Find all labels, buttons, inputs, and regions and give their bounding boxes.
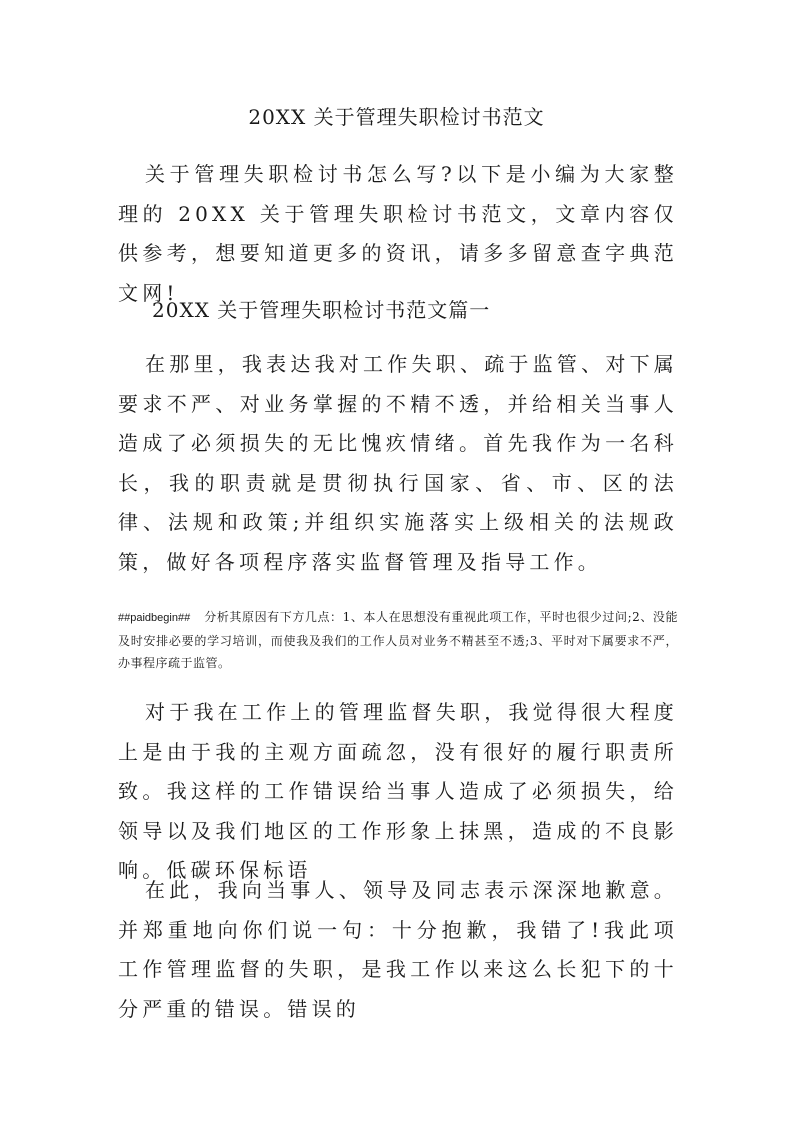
paid-marker: ##paidbegin## <box>118 612 191 624</box>
section-heading: 20XX 关于管理失职检讨书范文篇一 <box>152 298 491 322</box>
intro-paragraph: 关于管理失职检讨书怎么写?以下是小编为大家整理的 20XX 关于管理失职检讨书范文，文章内容仅供参考，想要知道更多的资讯，请多多留意查字典范文网! <box>118 162 678 305</box>
document-title: 20XX 关于管理失职检讨书范文 <box>248 105 545 129</box>
analysis-paragraph <box>118 606 678 675</box>
body-paragraph-1: 在那里，我表达我对工作失职、疏于监管、对下属要求不严、对业务掌握的不精不透，并给相关当事人造成了必须损失的无比愧疚情绪。首先我作为一名科长，我的职责就是贯彻执行国家、省、市、区的法律、法规和政策;并组织实施落实上级相关的法规政策，做好各项程序落实监督管理及指导工作。 <box>118 352 678 574</box>
analysis-text: 分析其原因有下方几点：1、本人在思想没有重视此项工作，平时也很少过问;2、没能及时安排必要的学习培训，而使我及我们的工作人员对业务不精甚至不透;3、平时对下属要求不严，办事程序疏于监管。 <box>118 610 678 670</box>
body-paragraph-2: 对于我在工作上的管理监督失职，我觉得很大程度上是由于我的主观方面疏忽，没有很好的履行职责所致。我这样的工作错误给当事人造成了必须损失，给领导以及我们地区的工作形象上抹黑，造成的不良影响。低碳环保标语 <box>118 700 678 882</box>
body-paragraph-3: 在此，我向当事人、领导及同志表示深深地歉意。并郑重地向你们说一句：十分抱歉，我错了!我此项工作管理监督的失职，是我工作以来这么长犯下的十分严重的错误。错误的 <box>118 878 678 1021</box>
